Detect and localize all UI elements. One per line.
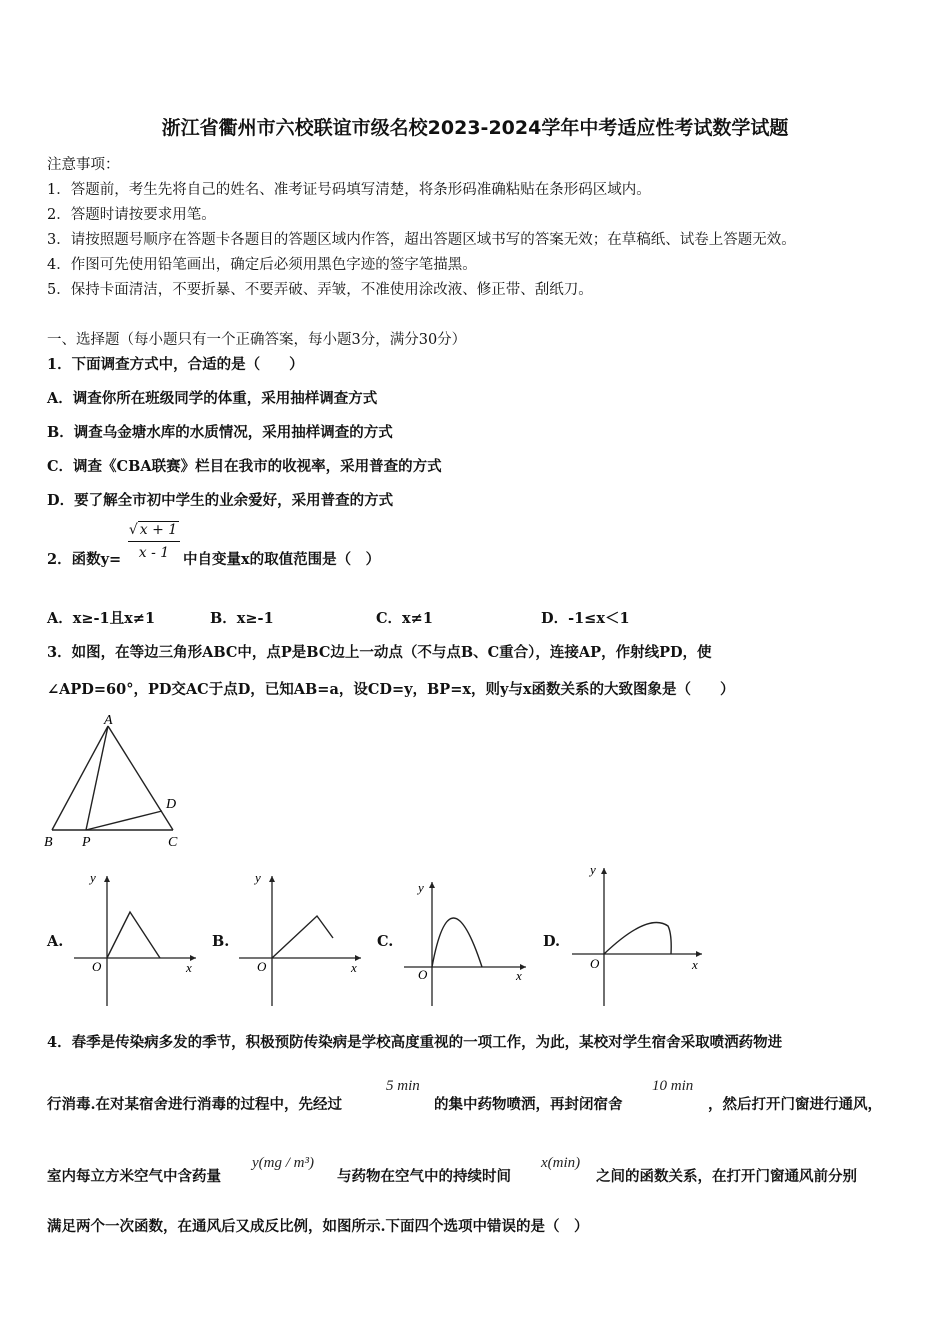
- q4-math-10min: 10 min: [652, 1078, 694, 1094]
- notice-item: 4．作图可先使用铅笔画出，确定后必须用黑色字迹的签字笔描黑。: [47, 257, 477, 273]
- segment-pd: [86, 811, 162, 830]
- origin-label: O: [590, 956, 600, 971]
- q3-line1: 3．如图，在等边三角形ABC中，点P是BC边上一动点（不与点B、C重合），连接AP，作射线PD，使: [47, 644, 712, 661]
- q4-line3-part2: 与药物在空气中的持续时间: [337, 1168, 511, 1185]
- graph-option-c: [400, 868, 535, 1010]
- q4-line3-part3: 之间的函数关系，在打开门窗通风前分别: [596, 1168, 857, 1185]
- q2-numerator: x + 1: [139, 522, 178, 538]
- q4-line4: 满足两个一次函数，在通风后又成反比例，如图所示.下面四个选项中错误的是（ ）: [47, 1218, 589, 1235]
- triangle-figure: [40, 712, 190, 854]
- graph-option-a: [70, 868, 205, 1010]
- side-ab: [52, 726, 108, 830]
- q4-line2-part2: 的集中药物喷洒，再封闭宿舍: [434, 1096, 623, 1113]
- q1-option-c: C．调查《CBA联赛》栏目在我市的收视率，采用普查的方式: [47, 458, 442, 475]
- q2-denominator: x - 1: [138, 545, 170, 561]
- x-label: x: [351, 960, 357, 975]
- y-label: y: [255, 870, 261, 885]
- x-label: x: [516, 968, 522, 983]
- q3-option-b-label: B.: [212, 933, 230, 950]
- origin-label: O: [418, 967, 428, 982]
- label-a: A: [104, 713, 113, 728]
- curve-c: [432, 918, 482, 967]
- curve-d: [604, 923, 671, 955]
- q2-option-c: C．x≠1: [376, 610, 433, 627]
- label-p: P: [82, 835, 91, 850]
- q4-line2-part3: ，然后打开门窗进行通风，: [708, 1096, 882, 1113]
- q2-prefix: 2．函数y=: [47, 551, 122, 568]
- label-d: D: [166, 797, 177, 812]
- q3-option-c-label: C.: [377, 933, 394, 950]
- graph-option-d: [568, 862, 710, 1010]
- notice-item: 2．答题时请按要求用笔。: [47, 207, 216, 223]
- x-label: x: [692, 957, 698, 972]
- label-c: C: [168, 835, 178, 850]
- graph-option-b: [235, 868, 370, 1010]
- q4-math-5min: 5 min: [386, 1078, 420, 1094]
- q2-fraction: $\frac{√ x + 1}{x - 1}$: [128, 522, 180, 561]
- q1-option-b: B．调查乌金塘水库的水质情况，采用抽样调查的方式: [47, 424, 393, 441]
- q4-line2-part1: 行消毒.在对某宿舍进行消毒的过程中，先经过: [47, 1096, 343, 1113]
- q1-option-d: D．要了解全市初中学生的业余爱好，采用普查的方式: [47, 492, 394, 509]
- q3-option-d-label: D.: [543, 933, 561, 950]
- q4-line3-part1: 室内每立方米空气中含药量: [47, 1168, 221, 1185]
- y-label: y: [590, 862, 596, 877]
- side-ac: [108, 726, 173, 830]
- origin-label: O: [257, 959, 267, 974]
- q1-option-a: A．调查你所在班级同学的体重，采用抽样调查方式: [47, 390, 378, 407]
- notice-item: 3．请按照题号顺序在答题卡各题目的答题区域内作答，超出答题区域书写的答案无效；在草稿纸、试卷上答题无效。: [47, 232, 796, 248]
- q2-option-b: B．x≥-1: [210, 610, 274, 627]
- q4-line1: 4．春季是传染病多发的季节，积极预防传染病是学校高度重视的一项工作，为此，某校对学生宿舍采取喷洒药物进: [47, 1034, 783, 1051]
- notice-item: 5．保持卡面清洁，不要折暴、不要弄破、弄皱，不准使用涂改液、修正带、刮纸刀。: [47, 282, 593, 298]
- q1-stem: 1．下面调查方式中，合适的是（ ）: [47, 356, 304, 373]
- q3-option-a-label: A.: [47, 933, 64, 950]
- y-label: y: [90, 870, 96, 885]
- x-label: x: [186, 960, 192, 975]
- origin-label: O: [92, 959, 102, 974]
- q2-option-d: D．-1≤x＜1: [541, 610, 630, 627]
- q4-math-y-unit: y(mg / m³): [252, 1155, 314, 1171]
- curve-b: [272, 916, 333, 958]
- section-heading: 一、选择题（每小题只有一个正确答案，每小题3分，满分30分）: [47, 332, 467, 348]
- q3-line2: ∠APD=60°，PD交AC于点D，已知AB=a，设CD=y，BP=x，则y与x函数关系的大致图象是（ ）: [47, 681, 735, 698]
- curve-a: [107, 912, 160, 958]
- page-title: 浙江省衢州市六校联谊市级名校2023-2024学年中考适应性考试数学试题: [161, 117, 789, 139]
- notice-item: 1．答题前，考生先将自己的姓名、准考证号码填写清楚，将条形码准确粘贴在条形码区域内。: [47, 182, 651, 198]
- label-b: B: [44, 835, 53, 850]
- notice-heading: 注意事项：: [47, 157, 120, 173]
- y-label: y: [418, 880, 424, 895]
- q2-option-a: A．x≥-1且x≠1: [47, 610, 156, 627]
- segment-ap: [86, 726, 108, 830]
- q2-suffix: 中自变量x的取值范围是（ ）: [183, 551, 381, 568]
- q4-math-x-unit: x(min): [541, 1155, 581, 1171]
